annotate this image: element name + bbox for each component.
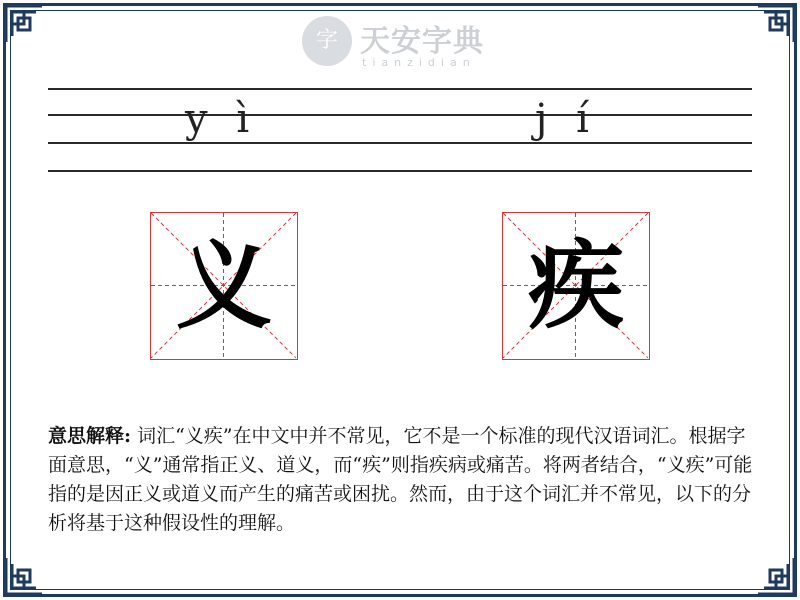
logo-subtitle: tianzidian (362, 56, 476, 69)
pinyin-ruled-lines (48, 88, 752, 174)
pinyin-second-syllable: j í (535, 96, 597, 142)
explanation-label: 意思解释 (48, 425, 125, 447)
corner-ornament-bottom-left (4, 556, 44, 596)
pinyin-first-syllable: y ì (185, 96, 258, 142)
corner-ornament-bottom-right (756, 556, 796, 596)
character-first: 义 (176, 229, 272, 342)
corner-ornament-top-left (4, 4, 44, 44)
character-second: 疾 (528, 229, 624, 342)
character-grid-first (150, 212, 298, 360)
logo-mark: 字 (302, 16, 352, 66)
corner-ornament-top-right (756, 4, 796, 44)
explanation-paragraph (48, 422, 754, 538)
logo-name: 天安字典 (360, 24, 484, 59)
explanation-text: 词汇“义疾”在中文中并不常见，它不是一个标准的现代汉语词汇。根据字面意思，“义”通常指正义、道义，而“疾”则指疾病或痛苦。将两者结合，“义疾”可能指的是因正义或道义而产生的痛苦或困扰。然而，由于这个词汇并不常见，以下的分析将基于这种假设性的理解。 (48, 425, 753, 534)
character-grid-second (502, 212, 650, 360)
explanation-separator: : (124, 425, 132, 447)
site-logo-watermark (302, 14, 502, 74)
